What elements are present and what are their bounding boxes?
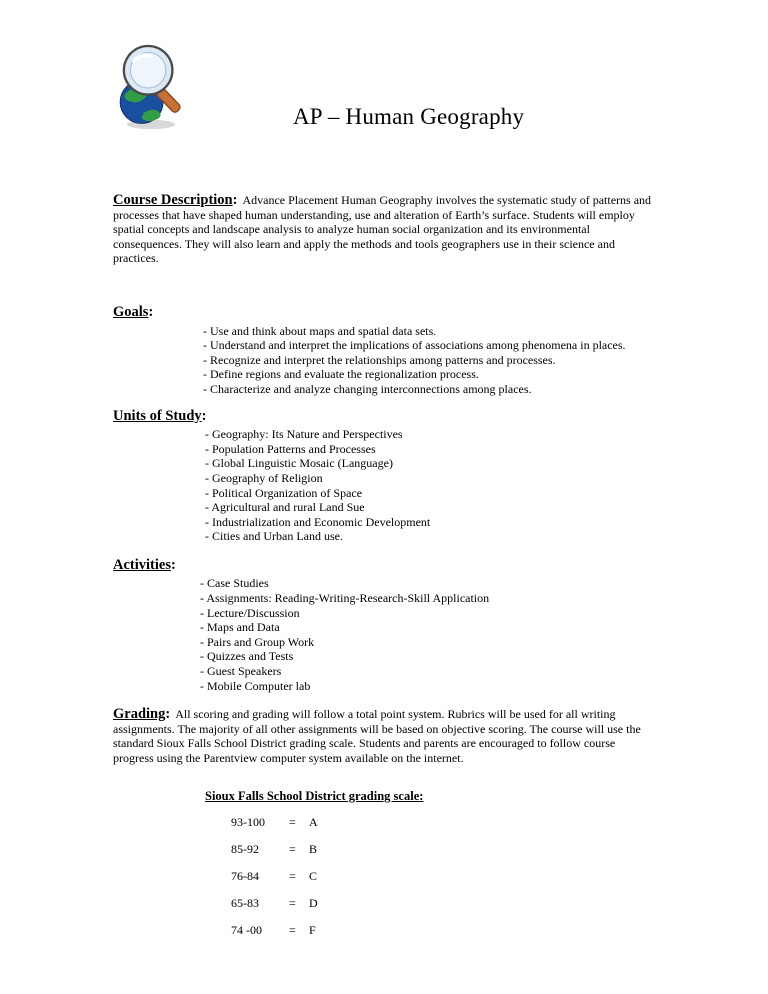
grade-range: 85-92 (231, 842, 259, 857)
grading-scale-row (231, 842, 656, 857)
units-colon: : (201, 407, 207, 424)
units-item: - Political Organization of Space (205, 485, 363, 500)
grading-scale-heading-row (205, 789, 656, 804)
grading-colon: : (165, 706, 171, 723)
activities-heading-row (113, 558, 656, 573)
activities-item: - Case Studies (200, 576, 269, 591)
page-title: AP – Human Geography (293, 104, 525, 129)
units-of-study-list (205, 427, 656, 544)
goals-list (203, 324, 656, 397)
equals-sign: = (289, 923, 296, 938)
equals-sign: = (289, 842, 296, 857)
grading-scale-row (231, 869, 656, 884)
goals-colon: : (148, 303, 154, 320)
activities-item: - Quizzes and Tests (200, 649, 294, 664)
grade-range: 76-84 (231, 869, 259, 884)
grade-range: 93-100 (231, 815, 265, 830)
grade-letter: B (309, 842, 318, 857)
goals-heading-row (113, 305, 656, 320)
course-description-colon: : (232, 192, 238, 208)
grading-heading: Grading (113, 706, 166, 723)
course-description-text: Advance Placement Human Geography involves the systematic study of patterns and processes that have shaped human understanding, use and alteration of Earth’s surface. Students will employ spatial concepts and landscape analysis to analyze human social organization and its environmental consequences. They will also learn and apply the methods and tools geographers use in their science and practices. (113, 193, 652, 266)
units-item: - Population Patterns and Processes (205, 441, 376, 456)
grade-letter: F (309, 923, 316, 938)
goals-item: - Recognize and interpret the relationships among patterns and processes. (203, 352, 556, 367)
goals-item: - Characterize and analyze changing interconnections among places. (203, 381, 532, 396)
activities-list (200, 576, 656, 693)
activities-item: - Pairs and Group Work (200, 634, 315, 649)
course-description-paragraph (113, 193, 656, 266)
units-item: - Global Linguistic Mosaic (Language) (205, 456, 393, 471)
page-header (0, 0, 768, 193)
activities-item: - Mobile Computer lab (200, 678, 311, 693)
units-item: - Agricultural and rural Land Sue (205, 500, 365, 515)
grade-letter: D (309, 896, 318, 911)
grading-paragraph (113, 707, 656, 765)
activities-heading: Activities (113, 556, 171, 573)
equals-sign: = (289, 815, 296, 830)
equals-sign: = (289, 869, 296, 884)
grading-scale-row (231, 923, 656, 938)
grading-scale-heading: Sioux Falls School District grading scale (205, 788, 420, 803)
units-item: - Geography: Its Nature and Perspectives (205, 427, 403, 442)
activities-item: - Maps and Data (200, 620, 280, 635)
grading-text: All scoring and grading will follow a total point system. Rubrics will be used for all writing assignments. The majority of all other assignments will be based on objective scoring. The course will use the standard Sioux Falls School District grading scale. Students and parents are encouraged to follow course progress using the Parentview computer system available on the internet. (113, 707, 641, 765)
units-item: - Geography of Religion (205, 470, 323, 485)
grading-scale-row (231, 896, 656, 911)
goals-item: - Understand and interpret the implications of associations among phenomena in places. (203, 338, 626, 353)
grading-scale-table (231, 815, 656, 938)
activities-colon: : (170, 556, 176, 573)
units-item: - Industrialization and Economic Development (205, 514, 431, 529)
units-of-study-heading: Units of Study (113, 407, 202, 424)
course-description-heading: Course Description (113, 192, 233, 208)
grade-range: 74 -00 (231, 923, 262, 938)
activities-item: - Assignments: Reading-Writing-Research-Skill Application (200, 591, 490, 606)
units-heading-row (113, 409, 656, 424)
units-item: - Cities and Urban Land use. (205, 529, 343, 544)
document-body (0, 193, 768, 938)
grade-range: 65-83 (231, 896, 259, 911)
grade-letter: C (309, 869, 318, 884)
goals-heading: Goals (113, 303, 149, 320)
grading-scale-row (231, 815, 656, 830)
grade-letter: A (309, 815, 318, 830)
globe-magnifier-logo-icon (108, 42, 192, 134)
equals-sign: = (289, 896, 296, 911)
goals-item: - Define regions and evaluate the regionalization process. (203, 367, 479, 382)
goals-item: - Use and think about maps and spatial data sets. (203, 323, 437, 338)
activities-item: - Lecture/Discussion (200, 605, 300, 620)
activities-item: - Guest Speakers (200, 664, 282, 679)
grading-scale-colon: : (419, 788, 424, 803)
